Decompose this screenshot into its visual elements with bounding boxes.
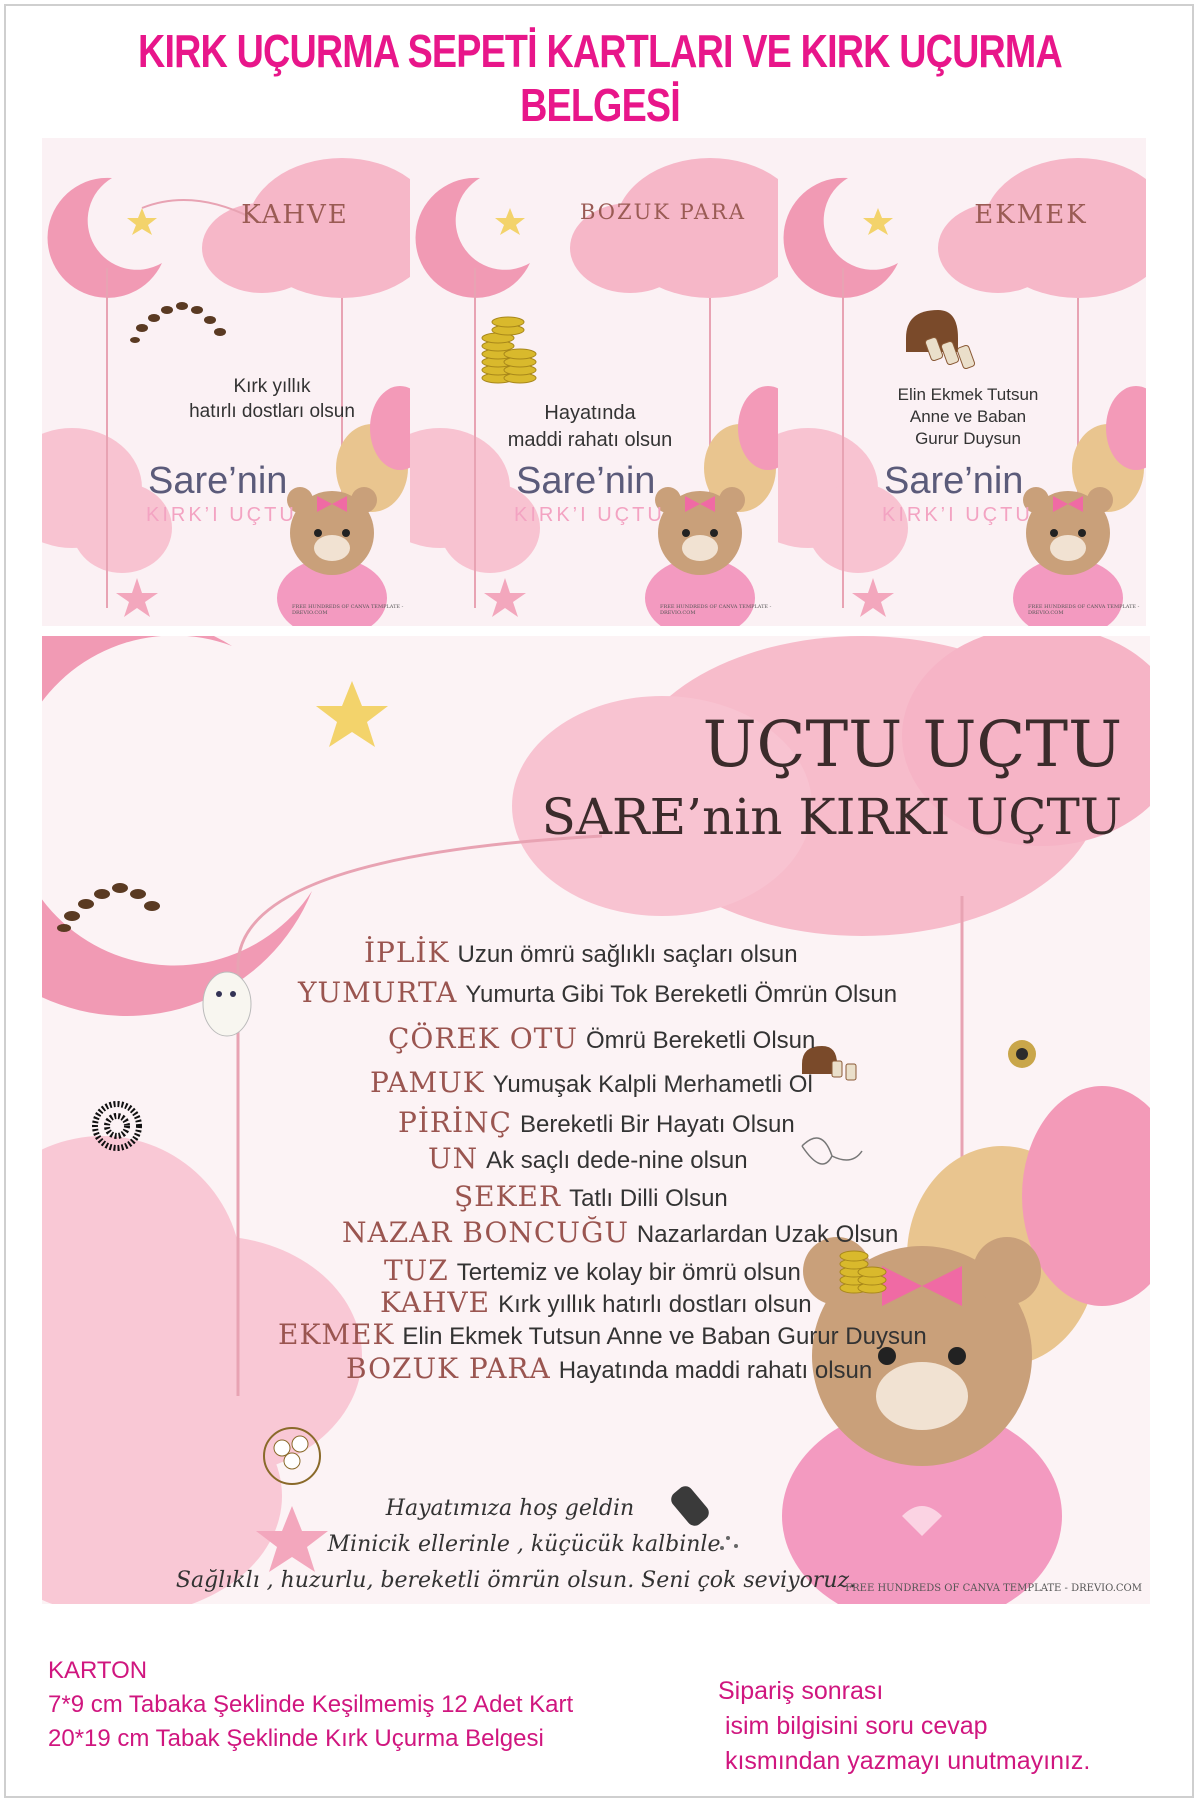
coins-icon	[482, 317, 536, 383]
card-subtitle: KIRK’I UÇTU	[882, 504, 1033, 526]
card-label: BOZUK PARA	[579, 200, 747, 224]
card-credit: FREE HUNDREDS OF CANVA TEMPLATE - DREVIO.COM	[1028, 604, 1140, 616]
blessing-item: UN Ak saçlı dede-nine olsun	[428, 1142, 748, 1175]
star-icon	[484, 578, 526, 617]
moon-icon	[42, 636, 312, 1016]
card-baby-name: Sare’nin	[884, 460, 1024, 502]
card-message: Kırk yıllık hatırlı dostları olsun	[189, 376, 355, 422]
blessing-item: TUZ Tertemiz ve kolay bir ömrü olsun	[384, 1254, 801, 1287]
card-bozuk-para	[410, 138, 778, 626]
certificate-title-line1: UÇTU UÇTU	[702, 708, 1122, 782]
page-title: KIRK UÇURMA SEPETİ KARTLARI VE KIRK UÇURMA BELGESİ	[138, 25, 1062, 131]
card-message: Elin Ekmek Tutsun Anne ve Baban Gurur Duysun	[897, 385, 1039, 448]
blessing-item: NAZAR BONCUĞU Nazarlardan Uzak Olsun	[342, 1216, 899, 1249]
star-icon	[316, 681, 388, 747]
card-ekmek	[778, 138, 1146, 626]
bread-icon	[906, 310, 975, 369]
blessing-item: ÇÖREK OTU Ömrü Bereketli Olsun	[388, 1022, 816, 1055]
thread-icon	[802, 1138, 862, 1164]
card-label: KAHVE	[241, 200, 349, 230]
card-kahve	[42, 138, 410, 626]
certificate-title-line2: SARE’nin KIRKI UÇTU	[541, 788, 1122, 846]
egg-icon	[203, 972, 251, 1036]
evil-eye-icon	[1008, 1040, 1036, 1068]
card-credit: FREE HUNDREDS OF CANVA TEMPLATE - DREVIO.COM	[292, 604, 404, 616]
blessing-item: YUMURTA Yumurta Gibi Tok Bereketli Ömrün Olsun	[298, 976, 898, 1009]
blessing-item: İPLİK Uzun ömrü sağlıklı saçları olsun	[364, 936, 798, 969]
card-credit: FREE HUNDREDS OF CANVA TEMPLATE - DREVIO.COM	[660, 604, 772, 616]
blessing-item: KAHVE Kırk yıllık hatırlı dostları olsun	[380, 1286, 812, 1319]
wish-line: Sağlıklı , huzurlu, bereketli ömrün olsun. Seni çok seviyoruz.	[175, 1568, 857, 1593]
material-label: KARTON	[48, 1657, 148, 1684]
blessing-item: PAMUK Yumuşak Kalpli Merhametli Ol	[370, 1066, 813, 1099]
card-baby-name: Sare’nin	[516, 460, 656, 502]
moon-icon	[784, 178, 898, 298]
blessing-item: PİRİNÇ Bereketli Bir Hayatı Olsun	[398, 1106, 795, 1139]
card-message: Hayatında maddi rahatı olsun	[507, 402, 673, 451]
coffee-beans-icon	[130, 302, 226, 343]
card-subtitle: KIRK’I UÇTU	[514, 504, 665, 526]
wish-line: Hayatımıza hoş geldin	[385, 1496, 635, 1521]
star-icon	[852, 578, 894, 617]
certificate-size-info: 20*19 cm Tabak Şeklinde Kırk Uçurma Belgesi	[48, 1725, 544, 1752]
card-label: EKMEK	[974, 200, 1088, 230]
blessing-item: BOZUK PARA Hayatında maddi rahatı olsun	[346, 1352, 873, 1385]
moon-icon	[48, 178, 162, 298]
certificate-credit: FREE HUNDREDS OF CANVA TEMPLATE - DREVIO.COM	[845, 1583, 1142, 1594]
card-baby-name: Sare’nin	[148, 460, 288, 502]
coffee-beans-icon	[57, 883, 160, 932]
card-size-info: 7*9 cm Tabaka Şeklinde Keşilmemiş 12 Adet Kart	[48, 1691, 574, 1718]
star-icon	[116, 578, 158, 617]
product-info	[48, 1654, 573, 1756]
card-subtitle: KIRK’I UÇTU	[146, 504, 297, 526]
blessing-item: ŞEKER Tatlı Dilli Olsun	[454, 1180, 728, 1213]
star-icon	[495, 208, 525, 235]
blessing-item: EKMEK Elin Ekmek Tutsun Anne ve Baban Gurur Duysun	[278, 1318, 927, 1351]
star-icon	[127, 208, 157, 235]
wish-line: Minicik ellerinle , küçücük kalbinle	[327, 1532, 721, 1557]
moon-icon	[416, 178, 530, 298]
order-note: Sipariş sonrası isim bilgisini soru cevap kısmından yazmayı unutmayınız.	[718, 1677, 1091, 1775]
kirk-ucurma-certificate	[42, 636, 1150, 1604]
star-icon	[863, 208, 893, 235]
